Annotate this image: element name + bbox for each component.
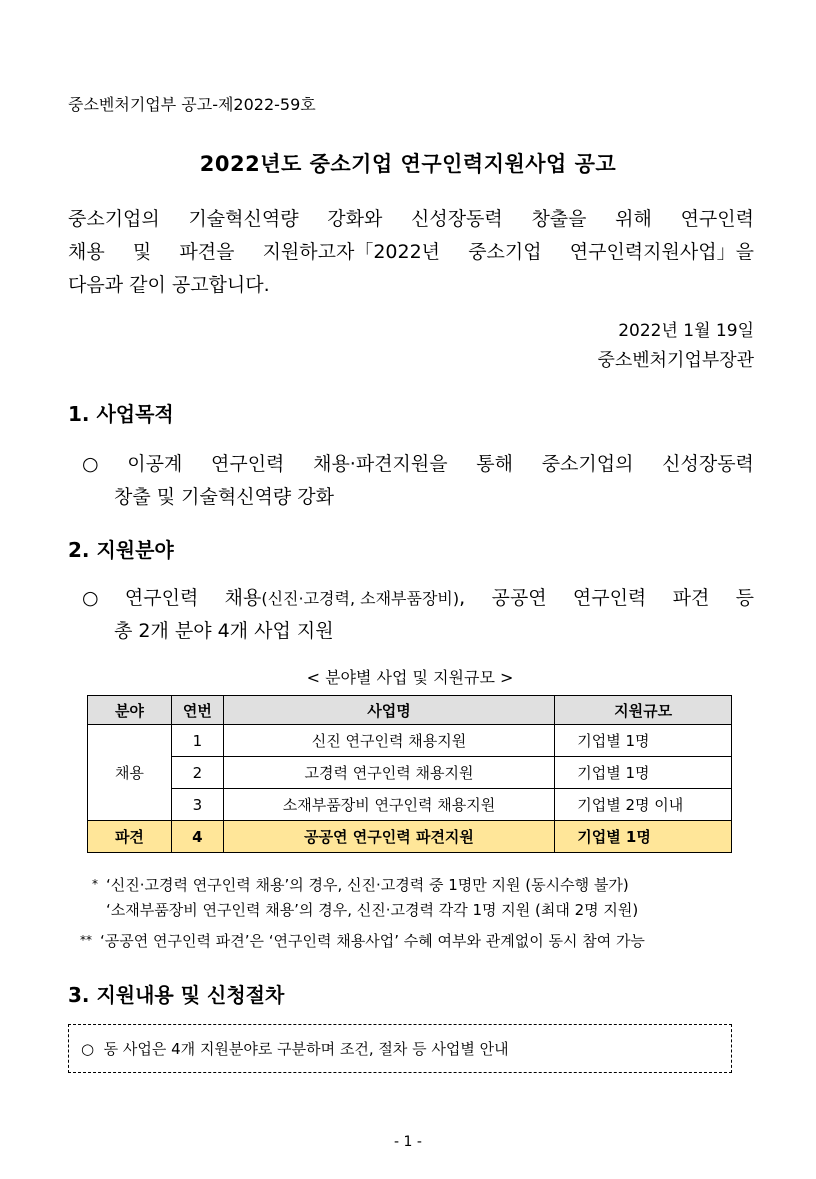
intro-line-2: 채용 및 파견을 지원하고자「2022년 중소기업 연구인력지원사업」을 (68, 241, 754, 263)
intro-line-1: 중소기업의 기술혁신역량 강화와 신성장동력 창출을 위해 연구인력 (68, 208, 754, 230)
table-row: 3 소재부품장비 연구인력 채용지원 기업별 2명 이내 (88, 789, 732, 821)
page-number: - 1 - (394, 1134, 422, 1150)
table-notes (80, 872, 645, 954)
section-1-line-2: 창출 및 기술혁신역량 강화 (114, 486, 335, 508)
bullet-circle: ○ (82, 587, 99, 609)
table-row: 채용 1 신진 연구인력 채용지원 기업별 1명 (88, 725, 732, 757)
section-2-line-1: ○ 연구인력 채용(신진·고경력, 소재부품장비), 공공연 연구인력 파견 등 (82, 582, 754, 615)
support-scale-table (87, 695, 732, 853)
section-3-heading: 3. 지원내용 및 신청절차 (68, 983, 285, 1007)
field-dispatch: 파견 (88, 821, 172, 853)
header-field: 분야 (88, 696, 172, 725)
table-header-row (88, 696, 732, 725)
note-2: ** ‘공공연 연구인력 파견’은 ‘연구인력 채용사업’ 수혜 여부와 관계없이 동시 참여 가능 (80, 932, 645, 950)
section-2-bullet (82, 582, 754, 648)
table-caption: < 분야별 사업 및 지원규모 > (306, 668, 514, 687)
header-support-scale: 지원규모 (555, 696, 732, 725)
document-title: 2022년도 중소기업 연구인력지원사업 공고 (199, 152, 617, 176)
section-1-line-1: ○ 이공계 연구인력 채용·파견지원을 통해 중소기업의 신성장동력 (82, 448, 754, 481)
header-number: 연번 (171, 696, 223, 725)
field-hiring: 채용 (88, 725, 172, 821)
intro-line-3: 다음과 같이 공고합니다. (68, 274, 270, 296)
note-1b: ‘소재부품장비 연구인력 채용’의 경우, 신진·고경력 각각 1명 지원 (최대 2명 지원) (106, 901, 639, 919)
section-1-bullet (82, 448, 754, 514)
header-program-name: 사업명 (223, 696, 554, 725)
section-3-box: ○ 동 사업은 4개 지원분야로 구분하며 조건, 절차 등 사업별 안내 (68, 1024, 732, 1073)
notice-number: 중소벤처기업부 공고-제2022-59호 (68, 95, 316, 114)
section-1-heading: 1. 사업목적 (68, 402, 174, 426)
issuer-title: 중소벤처기업부장관 (597, 350, 754, 371)
note-1a: * ‘신진·고경력 연구인력 채용’의 경우, 신진·고경력 중 1명만 지원 (동시수행 불가) (92, 876, 629, 894)
intro-paragraph (68, 203, 754, 302)
section-2-heading: 2. 지원분야 (68, 538, 174, 562)
section-2-line-2: 총 2개 분야 4개 사업 지원 (114, 620, 334, 642)
bullet-circle: ○ (81, 1040, 95, 1058)
notice-date: 2022년 1월 19일 (618, 321, 754, 341)
bullet-circle: ○ (82, 453, 99, 475)
table-row: 2 고경력 연구인력 채용지원 기업별 1명 (88, 757, 732, 789)
table-row-highlighted: 파견 4 공공연 연구인력 파견지원 기업별 1명 (88, 821, 732, 853)
